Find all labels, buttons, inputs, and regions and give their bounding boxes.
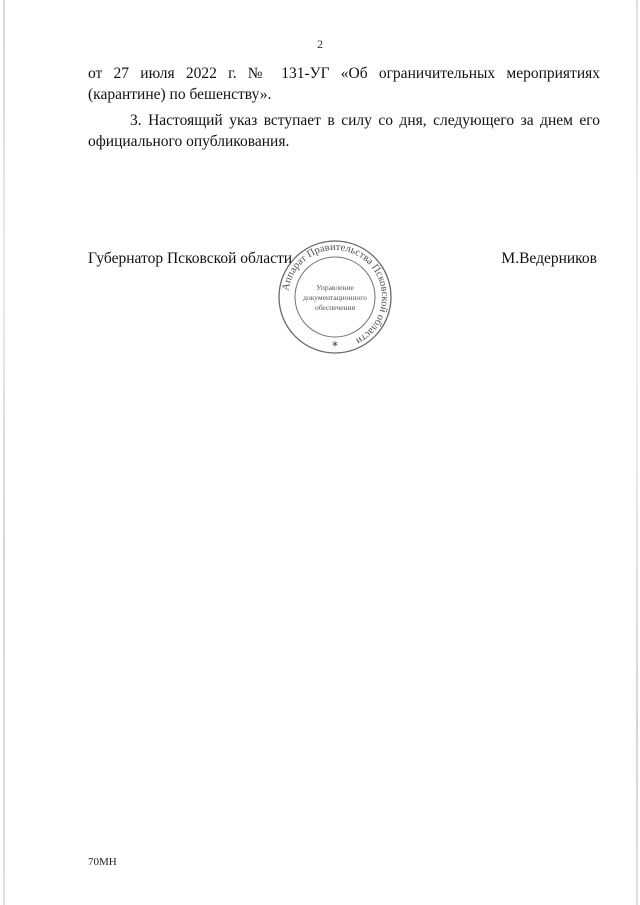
stamp-inner-line-3: обеспечения (314, 303, 356, 312)
scan-edge-right (636, 0, 638, 905)
stamp-star-icon: * (332, 339, 338, 353)
scan-edge-left (3, 0, 5, 905)
paragraph-1-line-1: от 27 июля 2022 г. № 131-УГ «Об ограничительных мероприятиях (88, 65, 600, 82)
document-code: 70МН (88, 856, 117, 868)
paragraph-2-line-2: официального опубликования. (88, 133, 290, 150)
stamp-inner-line-1: Управление (316, 283, 354, 292)
paragraph-2-line-1: 3. Настоящий указ вступает в силу со дня, следующего за днем его (130, 112, 600, 129)
paragraph-1-line-2: (карантине) по бешенству». (88, 86, 272, 103)
stamp-inner-line-2: документационного (303, 293, 367, 302)
stamp-outer-text: Аппарат Правительства Псковской области (280, 241, 391, 347)
official-stamp (276, 238, 394, 356)
page-number: 2 (317, 37, 323, 51)
signer-name: М.Ведерников (501, 250, 597, 267)
signer-title: Губернатор Псковской области (88, 250, 293, 267)
